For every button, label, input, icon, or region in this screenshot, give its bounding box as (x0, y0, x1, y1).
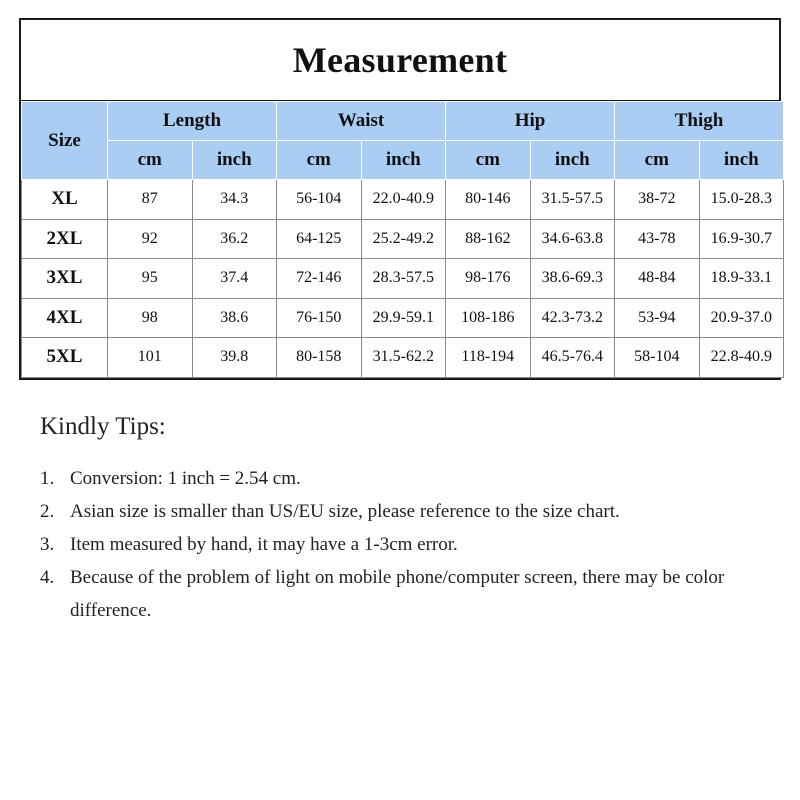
table-cell: 37.4 (192, 259, 277, 299)
table-cell: 38-72 (615, 180, 700, 220)
length-group-header: Length (108, 102, 277, 141)
table-cell: 34.3 (192, 180, 277, 220)
table-cell: 53-94 (615, 298, 700, 338)
size-cell: 5XL (22, 338, 108, 378)
tip-text: Because of the problem of light on mobile phone/computer screen, there may be color difference. (70, 567, 725, 621)
unit-header: cm (108, 141, 193, 180)
tip-number: 1. (40, 468, 55, 489)
table-cell: 22.0-40.9 (361, 180, 446, 220)
unit-header: cm (615, 141, 700, 180)
size-chart (19, 18, 781, 380)
tip-text: Item measured by hand, it may have a 1-3cm error. (70, 534, 458, 555)
size-cell: XL (22, 180, 108, 220)
header-group-row (22, 102, 784, 141)
table-cell: 36.2 (192, 219, 277, 259)
table-cell: 38.6 (192, 298, 277, 338)
size-cell: 2XL (22, 219, 108, 259)
table-cell: 20.9-37.0 (699, 298, 784, 338)
unit-header: inch (361, 141, 446, 180)
size-cell: 3XL (22, 259, 108, 299)
table-row (22, 219, 784, 259)
table-cell: 87 (108, 180, 193, 220)
tip-item (40, 561, 760, 627)
table-cell: 25.2-49.2 (361, 219, 446, 259)
size-cell: 4XL (22, 298, 108, 338)
waist-group-header: Waist (277, 102, 446, 141)
tips-title: Kindly Tips: (40, 413, 166, 440)
table-row (22, 298, 784, 338)
table-row (22, 259, 784, 299)
table-cell: 98-176 (446, 259, 531, 299)
table-cell: 16.9-30.7 (699, 219, 784, 259)
table-cell: 38.6-69.3 (530, 259, 615, 299)
table-cell: 28.3-57.5 (361, 259, 446, 299)
tip-number: 3. (40, 534, 55, 555)
table-row (22, 180, 784, 220)
table-cell: 58-104 (615, 338, 700, 378)
size-column-header: Size (22, 102, 108, 180)
table-cell: 22.8-40.9 (699, 338, 784, 378)
table-cell: 108-186 (446, 298, 531, 338)
unit-header: inch (530, 141, 615, 180)
header-unit-row (22, 141, 784, 180)
tip-number: 4. (40, 567, 55, 588)
table-cell: 101 (108, 338, 193, 378)
kindly-tips (40, 412, 760, 627)
table-cell: 95 (108, 259, 193, 299)
unit-header: cm (277, 141, 362, 180)
table-cell: 88-162 (446, 219, 531, 259)
table-cell: 48-84 (615, 259, 700, 299)
table-cell: 29.9-59.1 (361, 298, 446, 338)
table-cell: 15.0-28.3 (699, 180, 784, 220)
tip-text: Conversion: 1 inch = 2.54 cm. (70, 468, 301, 489)
tip-text: Asian size is smaller than US/EU size, please reference to the size chart. (70, 501, 620, 522)
table-cell: 118-194 (446, 338, 531, 378)
table-cell: 42.3-73.2 (530, 298, 615, 338)
chart-title: Measurement (292, 40, 508, 80)
hip-group-header: Hip (446, 102, 615, 141)
table-cell: 31.5-62.2 (361, 338, 446, 378)
table-cell: 39.8 (192, 338, 277, 378)
table-cell: 18.9-33.1 (699, 259, 784, 299)
table-cell: 46.5-76.4 (530, 338, 615, 378)
table-cell: 98 (108, 298, 193, 338)
table-cell: 34.6-63.8 (530, 219, 615, 259)
table-body (22, 180, 784, 378)
tip-item (40, 528, 760, 561)
table-cell: 31.5-57.5 (530, 180, 615, 220)
unit-header: cm (446, 141, 531, 180)
chart-title-bar (21, 20, 779, 101)
thigh-group-header: Thigh (615, 102, 784, 141)
table-cell: 76-150 (277, 298, 362, 338)
table-row (22, 338, 784, 378)
table-cell: 80-158 (277, 338, 362, 378)
tip-item (40, 462, 760, 495)
tip-number: 2. (40, 501, 55, 522)
table-cell: 64-125 (277, 219, 362, 259)
tip-item (40, 495, 760, 528)
table-header (22, 102, 784, 180)
table-cell: 43-78 (615, 219, 700, 259)
table-cell: 92 (108, 219, 193, 259)
unit-header: inch (699, 141, 784, 180)
table-cell: 72-146 (277, 259, 362, 299)
table-cell: 56-104 (277, 180, 362, 220)
unit-header: inch (192, 141, 277, 180)
measurement-table (21, 101, 784, 378)
table-cell: 80-146 (446, 180, 531, 220)
